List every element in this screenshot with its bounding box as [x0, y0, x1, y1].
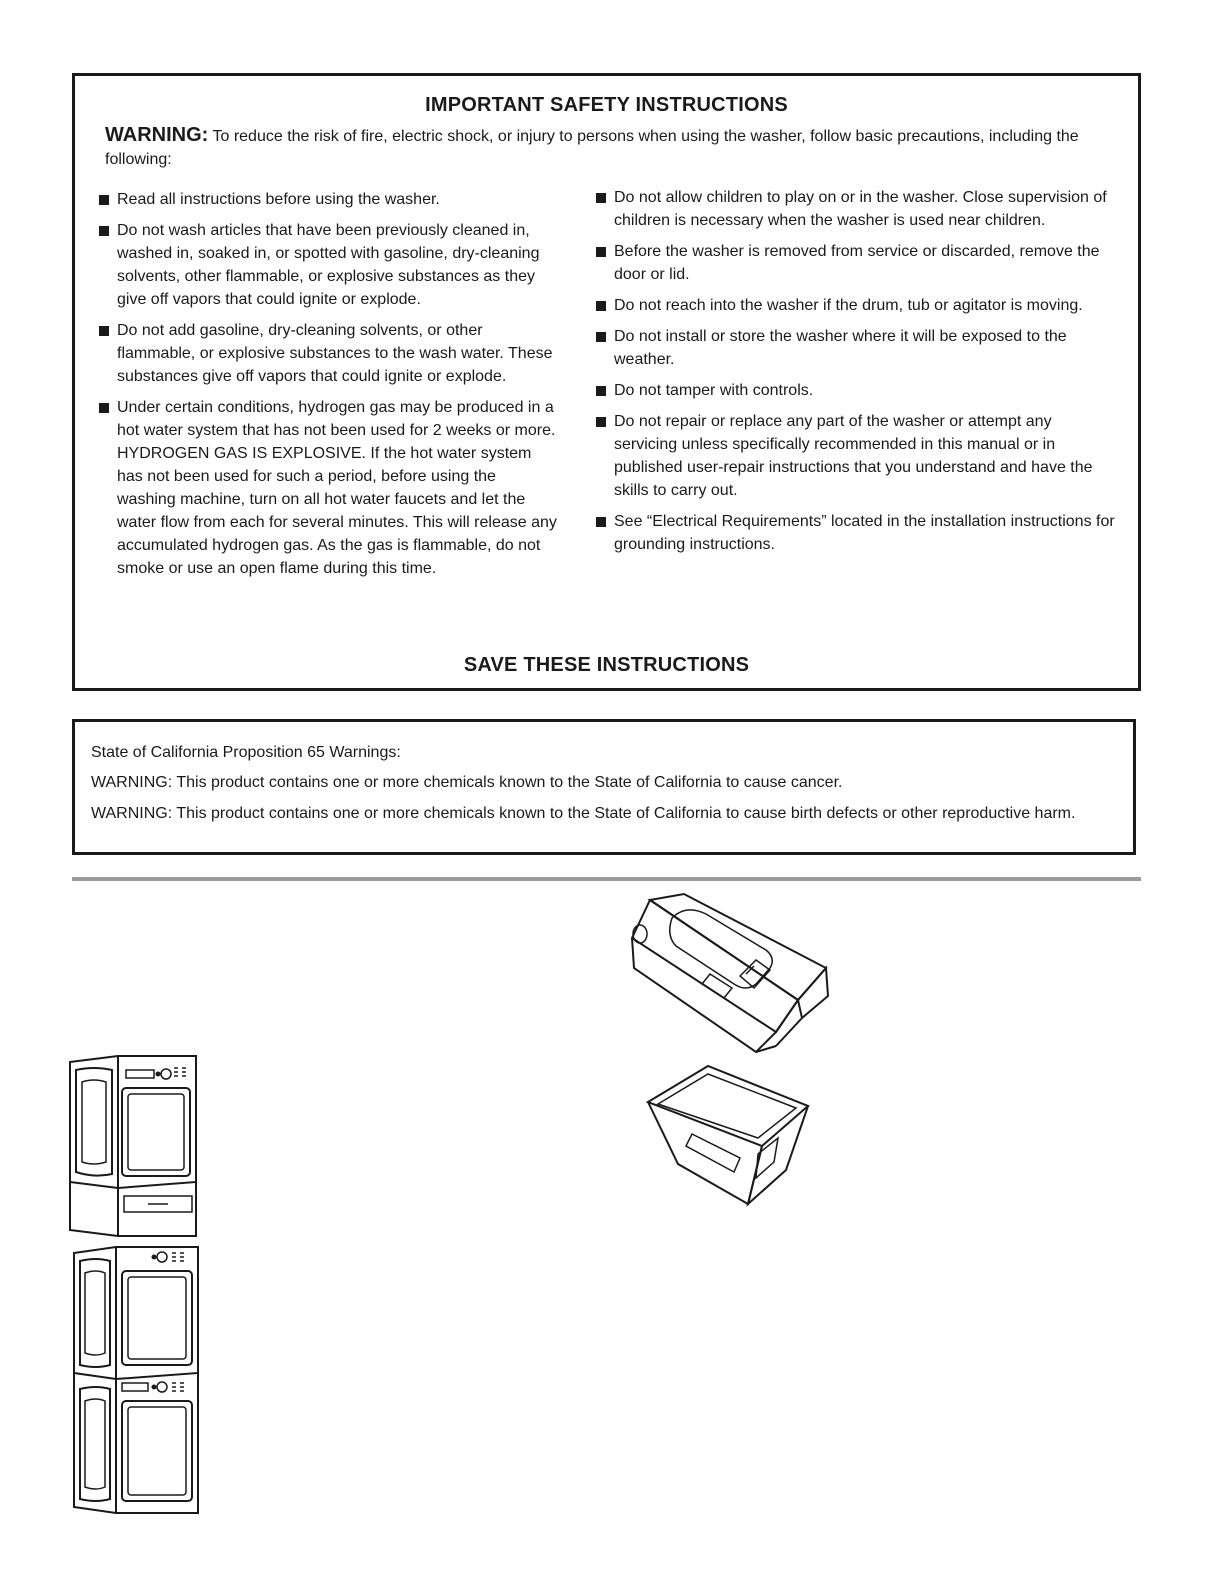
stacked-washer-dryer-illustration [70, 1245, 204, 1517]
section-divider [72, 877, 1141, 881]
square-bullet-icon [596, 301, 606, 311]
warning-intro [105, 124, 1098, 171]
right-instruction-list [596, 186, 1116, 564]
list-item: Do not allow children to play on or in the washer. Close supervision of children is necessary when the washer is used near children. [596, 186, 1116, 232]
dispenser-tray-illustration [644, 1062, 812, 1208]
square-bullet-icon [596, 417, 606, 427]
safety-instructions-box [72, 73, 1141, 691]
list-item: Do not add gasoline, dry-cleaning solvents, or other flammable, or explosive substances to the wash water. These substances give off vapors that could ignite or explode. [99, 319, 559, 388]
list-item: Do not wash articles that have been previously cleaned in, washed in, soaked in, or spotted with gasoline, dry-cleaning solvents, other flammable, or explosive substances as they give off vapors that could ignite or explode. [99, 219, 559, 311]
washer-pedestal-illustration [66, 1052, 200, 1238]
warning-text: To reduce the risk of fire, electric shock, or injury to persons when using the washer, follow basic precautions, including the following: [105, 128, 1079, 168]
list-item: Do not reach into the washer if the drum, tub or agitator is moving. [596, 294, 1116, 317]
square-bullet-icon [99, 326, 109, 336]
square-bullet-icon [596, 386, 606, 396]
prop65-title: State of California Proposition 65 Warnings: [91, 744, 401, 761]
square-bullet-icon [99, 195, 109, 205]
save-instructions-title: SAVE THESE INSTRUCTIONS [463, 654, 750, 676]
square-bullet-icon [596, 332, 606, 342]
list-item: Under certain conditions, hydrogen gas may be produced in a hot water system that has not been used for 2 weeks or more. HYDROGEN GAS IS EXPLOSIVE. If the hot water system has not been used for such a period, before using the washing machine, turn on all hot water faucets and let the water flow from each for several minutes. This will release any accumulated hydrogen gas. As the gas is flammable, do not smoke or use an open flame during this time. [99, 396, 559, 580]
detergent-cartridge-illustration [626, 888, 834, 1056]
list-item: Do not install or store the washer where it will be exposed to the weather. [596, 325, 1116, 371]
left-instruction-list [99, 188, 559, 588]
square-bullet-icon [596, 247, 606, 257]
square-bullet-icon [596, 517, 606, 527]
square-bullet-icon [99, 226, 109, 236]
prop65-box [72, 719, 1136, 855]
list-item: See “Electrical Requirements” located in the installation instructions for grounding instructions. [596, 510, 1116, 556]
list-item: Do not tamper with controls. [596, 379, 1116, 402]
list-item: Do not repair or replace any part of the washer or attempt any servicing unless specifically recommended in this manual or in published user-repair instructions that you understand and have the skills to carry out. [596, 410, 1116, 502]
prop65-warning-birth-defects: WARNING: This product contains one or more chemicals known to the State of California to cause birth defects or other reproductive harm. [91, 805, 1076, 822]
square-bullet-icon [596, 193, 606, 203]
list-item: Before the washer is removed from service or discarded, remove the door or lid. [596, 240, 1116, 286]
square-bullet-icon [99, 403, 109, 413]
warning-label: WARNING: [105, 124, 209, 146]
safety-title: IMPORTANT SAFETY INSTRUCTIONS [425, 94, 788, 116]
prop65-warning-cancer: WARNING: This product contains one or more chemicals known to the State of California to cause cancer. [91, 774, 843, 791]
list-item: Read all instructions before using the washer. [99, 188, 559, 211]
